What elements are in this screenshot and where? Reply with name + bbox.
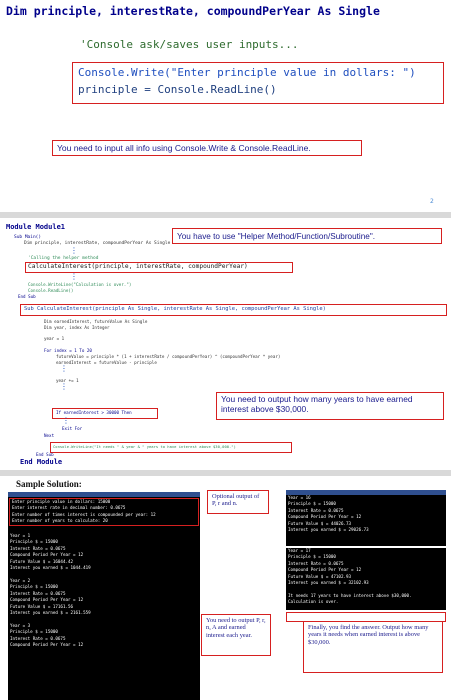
dots-4: ⋮ [60, 382, 68, 391]
console-line: Calculation is over. [288, 599, 339, 605]
console-line: Year = 16 [288, 495, 311, 500]
dim-main-line: Dim principle, interestRate, compoundPerYear As Single [24, 241, 171, 246]
console-line: Principle $ = 15000 [10, 584, 58, 590]
if-line: If earnedInterest > 30000 Then [56, 410, 132, 415]
console-line: Interest Rate = 0.0675 [10, 635, 66, 641]
code-comment: 'Console ask/saves user inputs... [80, 38, 299, 51]
console-line: Interest Rate = 0.0675 [288, 507, 344, 513]
console-write-line: Console.Write("Enter principle value in dollars: ") [78, 66, 416, 79]
note-input-callout: You need to input all info using Console.Write & Console.ReadLine. [52, 140, 362, 156]
console-line: Compound Period Per Year = 12 [10, 641, 84, 647]
exit-for-line: Exit For [62, 426, 83, 431]
page-number: 2 [430, 198, 434, 205]
future-value-line: futureValue = principle * (1 + interestRate / compoundPerYear) ^ (compoundPerYear * year) [56, 354, 281, 359]
sub-main-line: Sub Main() [14, 235, 42, 240]
console-line: Interest Rate = 0.0675 [10, 545, 66, 551]
console-line: Year = 3 [10, 622, 31, 628]
dots-5: ⋮ [62, 416, 70, 425]
module-line: Module Module1 [6, 223, 66, 231]
console-years-output [8, 527, 200, 649]
console-line: Interest Rate = 0.0675 [10, 590, 66, 596]
dots-2: ⋮ [70, 272, 78, 281]
end-sub-line-2: End Sub [36, 452, 54, 457]
dim-earned-line: Dim earnedInterest, futureValue As Single [44, 319, 148, 324]
console-line: Future Value $ = 16044.42 [10, 558, 74, 564]
console-line: Interest you earned $ = 1044.419 [10, 565, 91, 571]
console-line: Interest Rate = 0.0675 [288, 560, 344, 566]
console-line: Year = 17 [288, 548, 311, 553]
console-line: Enter interest rate in decimal number: 0.0675 [12, 505, 126, 511]
console-line: Compound Period Per Year = 12 [10, 597, 84, 603]
console-line: Year = 1 [10, 533, 31, 539]
dots-1: ⋮ [70, 246, 78, 255]
console-line: Future Value $ = 47102.93 [288, 573, 352, 579]
console-line: Future Value $ = 44026.73 [288, 520, 352, 526]
next-line: Next [44, 433, 55, 438]
console-year16-output [286, 495, 446, 533]
console-line: It needs 17 years to have interest above $30,000. [288, 592, 412, 598]
sub-calc-line: Sub CalculateInterest(principle As Single, interestRate As Single, compoundPerYear As Single) [24, 305, 326, 312]
console-line: Compound Period Per Year = 12 [288, 514, 362, 520]
cw-calc-line: Console.WriteLine("Calculation is over.") [28, 282, 132, 287]
console-output-right-bottom [286, 548, 446, 610]
console-inputs-highlight [9, 498, 199, 526]
console-line: Principle $ = 15000 [10, 629, 58, 635]
dim-declaration: Dim principle, interestRate, compoundPerYear As Single [6, 4, 380, 18]
code-panel-inputs [0, 0, 451, 212]
year-init-line: year = 1 [44, 336, 65, 341]
final-answer-callout: Finally, you find the answer. Output how many years it needs when earned interest is above $30,000. [303, 621, 443, 673]
console-title-bar [8, 492, 200, 497]
console-line: Year = 2 [10, 577, 31, 583]
console-output-left [8, 492, 200, 700]
console-line: Principle $ = 15000 [288, 501, 336, 507]
optional-output-callout: Optional output of P, r and n. [207, 490, 269, 514]
console-line: Compound Period Per Year = 12 [288, 567, 362, 573]
output-years-callout: You need to output how many years to have earned interest above $30,000. [216, 392, 444, 420]
cw-years-line: Console.WriteLine("It needs " & year & " years to have interest above $30,000.") [53, 444, 236, 449]
dots-3: ⋮ [60, 364, 68, 373]
console-line: Compound Period Per Year = 12 [10, 552, 84, 558]
console-line: Enter principle value in dollars: 15000 [12, 499, 111, 504]
console-line: Principle $ = 15000 [10, 539, 58, 545]
console-readline-line: principle = Console.ReadLine() [78, 83, 277, 96]
sample-solution-panel [0, 476, 451, 700]
console-output-right-top [286, 490, 446, 546]
end-sub-line-1: End Sub [18, 294, 36, 299]
console-line: Future Value $ = 17161.56 [10, 603, 74, 609]
console-line: Enter number of times interest is compounded per year: 12 [12, 511, 156, 517]
code-panel-helper-method [0, 218, 451, 470]
end-module-line: End Module [20, 458, 63, 466]
readline-line: Console.ReadLine() [28, 288, 74, 293]
each-year-callout: You need to output P, r, n, A and earned interest each year. [201, 614, 271, 656]
dim-year-line: Dim year, index As Integer [44, 325, 110, 330]
console-line: Principle $ = 15000 [288, 554, 336, 560]
year-increment-line: year += 1 [56, 378, 79, 383]
helper-method-callout: You have to use "Helper Method/Function/Subroutine". [172, 228, 442, 244]
console-line: Enter number of years to calculate: 20 [12, 518, 108, 524]
calling-comment: 'Calling the helper method [28, 256, 99, 261]
call-line: CalculateInterest(principle, interestRate, compoundPerYear) [28, 263, 248, 270]
console-line: Interest you earned $ = 29026.73 [288, 527, 369, 533]
console-year17-output [286, 548, 446, 606]
sample-solution-title: Sample Solution: [16, 479, 82, 489]
earned-interest-line: earnedInterest = futureValue - principle [56, 360, 157, 365]
for-line: For index = 1 To 20 [44, 348, 92, 353]
console-line: Interest you earned $ = 2161.559 [10, 609, 91, 615]
console-line: Interest you earned $ = 32102.93 [288, 580, 369, 586]
